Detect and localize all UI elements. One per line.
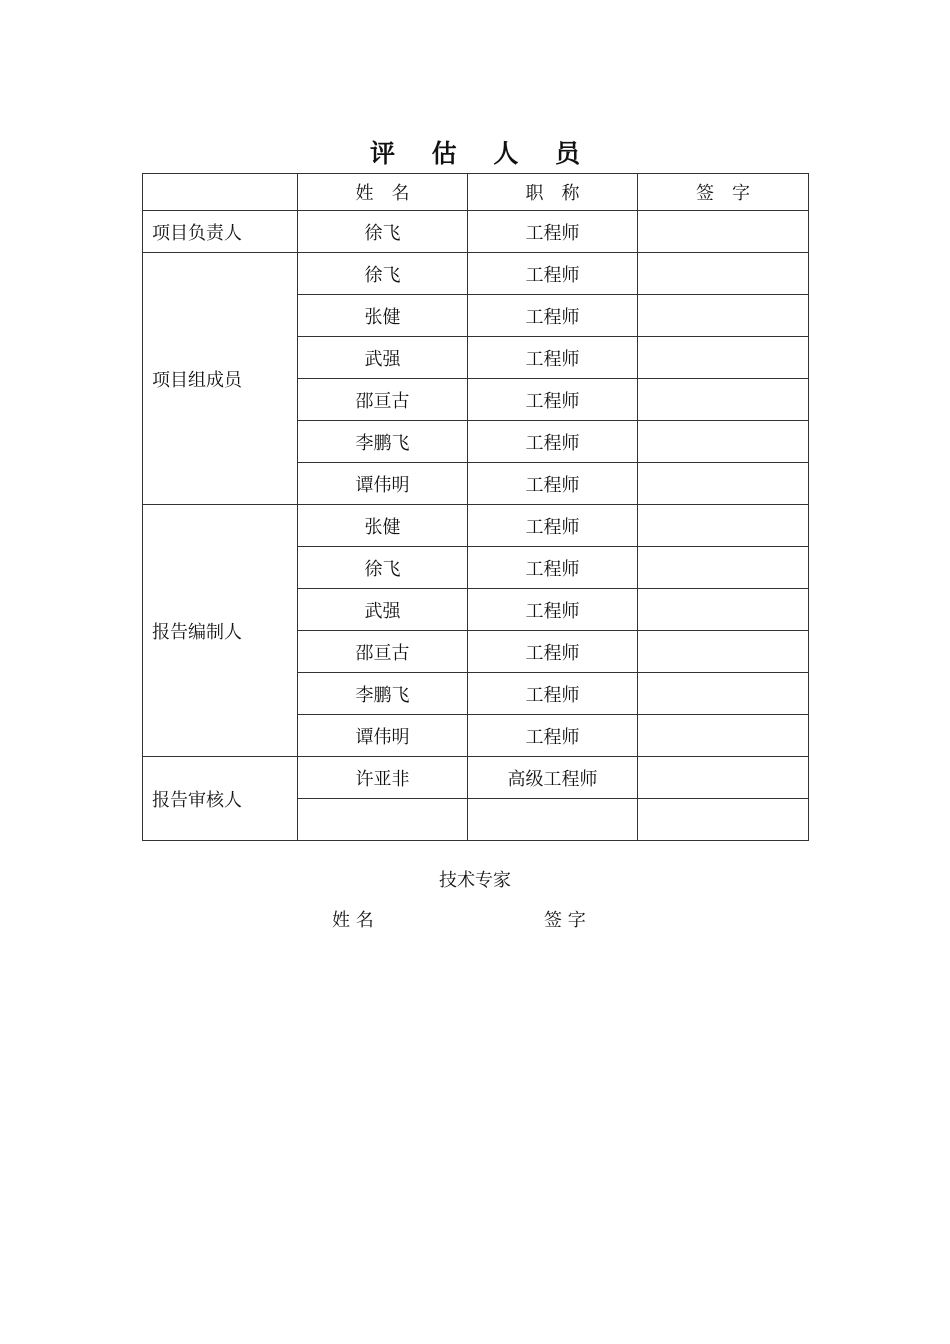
title-cell: 工程师: [468, 337, 638, 379]
header-cell-title: 职 称: [468, 174, 638, 211]
role-cell: 项目组成员: [143, 253, 298, 505]
table-row: [143, 757, 809, 799]
name-cell: 徐飞: [298, 547, 468, 589]
title-cell: 工程师: [468, 421, 638, 463]
signature-cell: [638, 463, 809, 505]
title-cell: 工程师: [468, 589, 638, 631]
signature-cell: [638, 673, 809, 715]
signature-cell: [638, 379, 809, 421]
signature-cell: [638, 799, 809, 841]
signature-cell: [638, 715, 809, 757]
name-cell: 谭伟明: [298, 463, 468, 505]
signature-cell: [638, 547, 809, 589]
signature-cell: [638, 589, 809, 631]
role-cell: 报告编制人: [143, 505, 298, 757]
name-cell: 徐飞: [298, 253, 468, 295]
name-cell: 张健: [298, 295, 468, 337]
name-cell: [298, 799, 468, 841]
signature-cell: [638, 757, 809, 799]
table-header-row: [143, 174, 809, 211]
title-cell: [468, 799, 638, 841]
expert-sign-label: 签 字: [544, 910, 586, 931]
name-cell: 武强: [298, 337, 468, 379]
signature-cell: [638, 631, 809, 673]
page-title: 评 估 人 员: [369, 139, 595, 168]
role-cell: 项目负责人: [143, 211, 298, 253]
header-cell-signature: 签 字: [638, 174, 809, 211]
signature-cell: [638, 295, 809, 337]
header-cell-blank: [143, 174, 298, 211]
table-row: [143, 253, 809, 295]
signature-cell: [638, 421, 809, 463]
title-cell: 工程师: [468, 379, 638, 421]
expert-section-title: 技术专家: [439, 870, 511, 891]
title-cell: 工程师: [468, 673, 638, 715]
title-cell: 工程师: [468, 253, 638, 295]
role-cell: 报告审核人: [143, 757, 298, 841]
name-cell: 许亚非: [298, 757, 468, 799]
title-cell: 工程师: [468, 715, 638, 757]
header-cell-name: 姓 名: [298, 174, 468, 211]
title-cell: 工程师: [468, 463, 638, 505]
name-cell: 张健: [298, 505, 468, 547]
title-cell: 工程师: [468, 295, 638, 337]
title-cell: 工程师: [468, 211, 638, 253]
name-cell: 武强: [298, 589, 468, 631]
staff-table: [142, 173, 809, 841]
name-cell: 邵亘古: [298, 631, 468, 673]
name-cell: 邵亘古: [298, 379, 468, 421]
name-cell: 李鹏飞: [298, 421, 468, 463]
title-cell: 工程师: [468, 631, 638, 673]
signature-cell: [638, 337, 809, 379]
signature-cell: [638, 211, 809, 253]
expert-name-label: 姓 名: [332, 910, 374, 931]
name-cell: 李鹏飞: [298, 673, 468, 715]
signature-cell: [638, 253, 809, 295]
title-cell: 高级工程师: [468, 757, 638, 799]
signature-cell: [638, 505, 809, 547]
table-row: [143, 505, 809, 547]
name-cell: 徐飞: [298, 211, 468, 253]
table-row: [143, 211, 809, 253]
title-cell: 工程师: [468, 547, 638, 589]
name-cell: 谭伟明: [298, 715, 468, 757]
title-cell: 工程师: [468, 505, 638, 547]
